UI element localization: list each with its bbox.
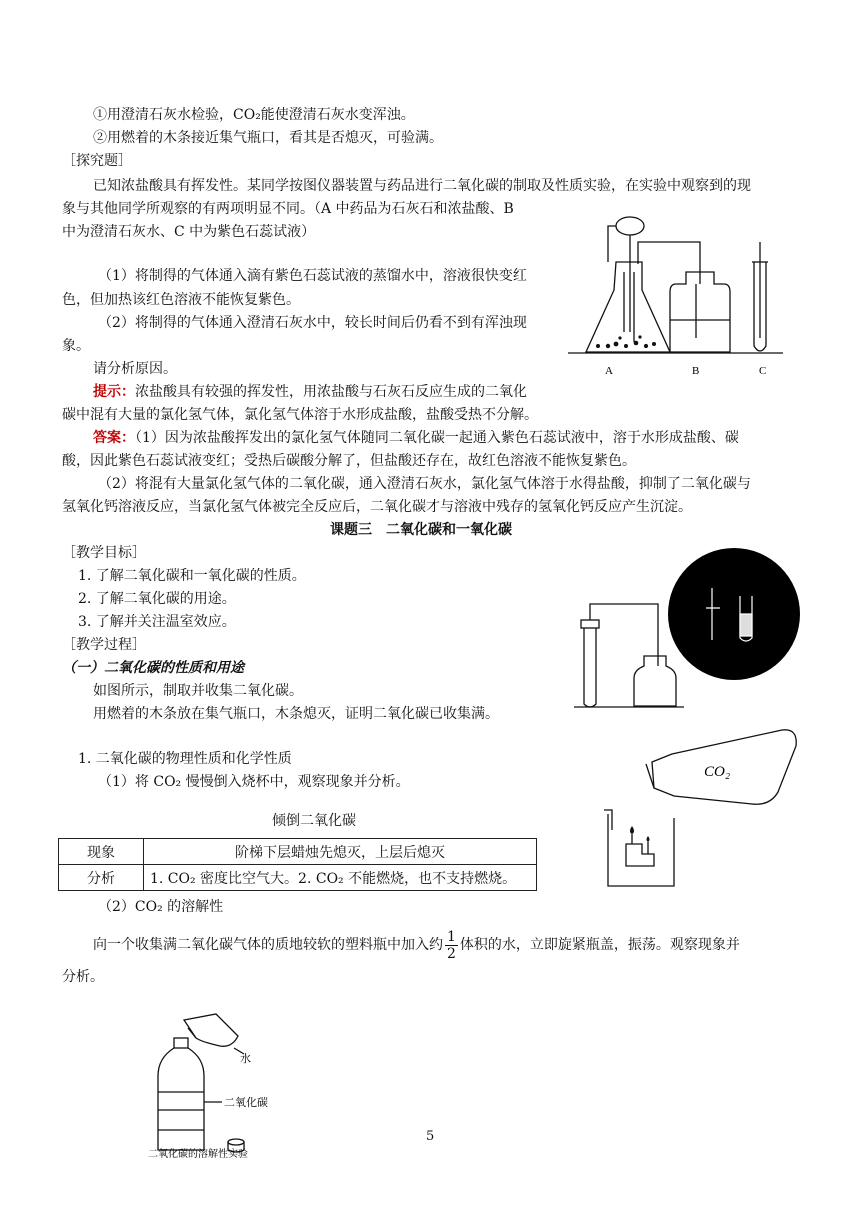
text-line: 用燃着的木条放在集气瓶口，木条熄灭，证明二氧化碳已收集满。 — [93, 706, 499, 722]
text-line: 如图所示，制取并收集二氧化碳。 — [93, 683, 303, 699]
fraction-denominator: 2 — [447, 945, 456, 962]
table-cell-label: 现象 — [59, 839, 144, 865]
apparatus-label-a: A — [605, 365, 613, 377]
text-line: 氢氧化钙溶液反应，当氯化氢气体被完全反应后，二氧化碳才与溶液中残存的氢氧化钙反应产生沉淀。 — [62, 499, 692, 515]
list-item: 2. 了解二氧化碳的用途。 — [78, 591, 236, 607]
table-cell-label: 分析 — [59, 865, 144, 891]
text-line: ①用澄清石灰水检验，CO₂能使澄清石灰水变浑浊。 — [93, 107, 415, 123]
apparatus-label-c: C — [759, 365, 767, 377]
table-caption: 倾倒二氧化碳 — [272, 813, 356, 829]
text-line: （2）将混有大量氯化氢气体的二氧化碳，通入澄清石灰水，氯化氢气体溶于水得盐酸，抑制了二氧化碳与 — [98, 476, 751, 492]
text-line: 中为澄清石灰水、C 中为紫色石蕊试液） — [62, 224, 316, 240]
hint-label: 提示： — [93, 384, 135, 400]
text-line: 分析。 — [62, 969, 104, 985]
text-line: 象与其他同学所观察的有两项明显不同。（A 中药品为石灰石和浓盐酸、B — [62, 201, 514, 217]
co2-bottle-label: CO₂ — [704, 764, 731, 780]
section-label: ［教学目标］ — [62, 545, 146, 561]
list-item: 3. 了解并关注温室效应。 — [78, 614, 236, 630]
answer-line — [93, 427, 739, 449]
table-row — [59, 839, 537, 865]
co2-collection-figure — [572, 548, 804, 710]
text-line: 已知浓盐酸具有挥发性。某同学按图仪器装置与药品进行二氧化碳的制取及性质实验，在实验中观察到的现 — [93, 178, 751, 194]
answer-label: 答案： — [93, 430, 135, 446]
text-line: ②用燃着的木条接近集气瓶口，看其是否熄灭，可验满。 — [93, 130, 443, 146]
text-line: （2）将制得的气体通入澄清石灰水中，较长时间后仍看不到有浑浊现 — [98, 315, 527, 331]
table-cell-value: 阶梯下层蜡烛先熄灭，上层后熄灭 — [144, 839, 537, 865]
list-item: 1. 了解二氧化碳和一氧化碳的性质。 — [78, 568, 306, 584]
text-line: （1）将 CO₂ 慢慢倒入烧杯中，观察现象并分析。 — [98, 774, 410, 790]
apparatus-figure — [568, 212, 798, 378]
text-line: 象。 — [62, 338, 90, 354]
answer-text: （1）因为浓盐酸挥发出的氯化氢气体随同二氧化碳一起通入紫色石蕊试液中，溶于水形成盐酸、碳 — [135, 430, 739, 446]
section-label: ［探究题］ — [62, 153, 132, 169]
hint-line — [93, 381, 527, 403]
text-line: （1）将制得的气体通入滴有紫色石蕊试液的蒸馏水中，溶液很快变红 — [98, 268, 527, 284]
section-title: 课题三 二氧化碳和一氧化碳 — [330, 522, 512, 538]
table-row — [59, 865, 537, 891]
co2-gas-label: 二氧化碳 — [224, 1096, 268, 1109]
text-line: 酸，因此紫色石蕊试液变红；受热后碳酸分解了，但盐酸还存在，故红色溶液不能恢复紫色。 — [62, 453, 636, 469]
fraction — [445, 929, 458, 962]
solubility-figure — [140, 1010, 300, 1160]
text-segment: 向一个收集满二氧化碳气体的质地较软的塑料瓶中加入约 — [93, 937, 443, 953]
observation-table — [58, 838, 537, 891]
text-line: 请分析原因。 — [93, 361, 177, 377]
section-label: ［教学过程］ — [62, 637, 146, 653]
hint-text: 浓盐酸具有较强的挥发性，用浓盐酸与石灰石反应生成的二氧化 — [135, 384, 527, 400]
text-line: 碳中混有大量的氯化氢气体，氯化氢气体溶于水形成盐酸，盐酸受热不分解。 — [62, 407, 538, 423]
page-number: 5 — [426, 1129, 435, 1144]
pouring-co2-figure — [602, 726, 802, 888]
fraction-numerator: 1 — [447, 928, 456, 945]
text-line: 1. 二氧化碳的物理性质和化学性质 — [78, 751, 292, 767]
figure-caption: 二氧化碳的溶解性实验 — [148, 1149, 248, 1160]
subsection-title: （一）二氧化碳的性质和用途 — [62, 660, 244, 676]
text-line: （2）CO₂ 的溶解性 — [98, 899, 224, 915]
water-label: 水 — [240, 1052, 251, 1065]
text-line: 色，但加热该红色溶液不能恢复紫色。 — [62, 292, 300, 308]
text-segment: 体积的水，立即旋紧瓶盖，振荡。观察现象并 — [459, 937, 740, 953]
table-cell-value: 1. CO₂ 密度比空气大。2. CO₂ 不能燃烧，也不支持燃烧。 — [144, 865, 537, 891]
text-line-with-fraction — [93, 928, 740, 962]
apparatus-label-b: B — [692, 365, 700, 377]
